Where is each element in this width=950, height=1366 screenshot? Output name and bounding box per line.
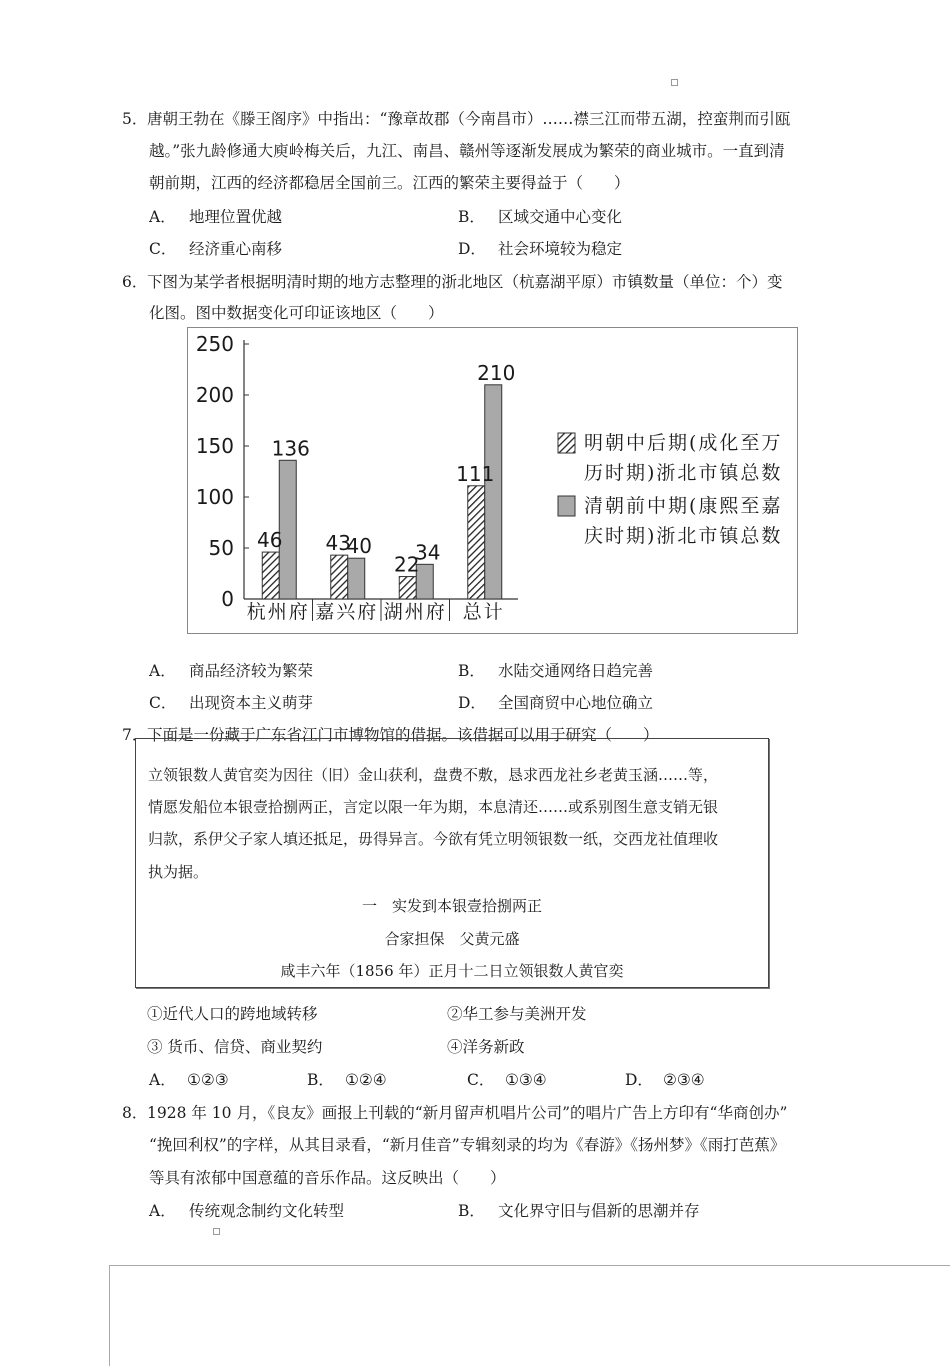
data-label: 22 xyxy=(394,552,420,577)
option-b[interactable]: B． ①②④ xyxy=(307,1071,387,1089)
option-d[interactable]: D． 全国商贸中心地位确立 xyxy=(458,694,654,712)
bar xyxy=(331,555,348,599)
document-center-line: 咸丰六年（1856 年）正月十二日立领银数人黄官奕 xyxy=(280,962,624,980)
document-line: 立领银数人黄官奕为因往（旧）金山获利，盘费不敷，恳求西龙社乡老黄玉涵……等， xyxy=(148,766,719,784)
option-a[interactable]: A． 传统观念制约文化转型 xyxy=(149,1202,345,1220)
bar xyxy=(262,552,279,599)
question-text-line: 化图。图中数据变化可印证该地区（ ） xyxy=(149,304,444,322)
question-text-line: 1928 年 10 月，《良友》画报上刊载的“新月留声机唱片公司”的唱片广告上方印有“华商创办” xyxy=(147,1104,788,1122)
option-c[interactable]: C． ①③④ xyxy=(467,1071,547,1089)
data-label: 210 xyxy=(477,360,516,385)
question-text-line: 朝前期，江西的经济都稳居全国前三。江西的繁荣主要得益于（ ） xyxy=(149,174,630,192)
question-text-line: 下图为某学者根据明清时期的地方志整理的浙北地区（杭嘉湖平原）市镇数量（单位：个）变 xyxy=(147,273,783,291)
option-a[interactable]: A． 商品经济较为繁荣 xyxy=(149,662,314,680)
data-label: 111 xyxy=(456,461,495,486)
question-number: 7． xyxy=(122,726,148,744)
question-text-line: 唐朝王勃在《滕王阁序》中指出：“豫章故郡（今南昌市）……襟三江而带五湖，控蛮荆而引瓯 xyxy=(147,110,791,128)
y-tick-label: 0 xyxy=(221,587,234,611)
bar xyxy=(399,577,416,599)
y-tick-label: 100 xyxy=(195,485,234,509)
data-label: 43 xyxy=(325,531,351,556)
option-d[interactable]: D． 社会环境较为稳定 xyxy=(458,240,623,258)
option-d[interactable]: D． ②③④ xyxy=(625,1071,705,1089)
y-tick-label: 50 xyxy=(208,536,234,560)
option-b[interactable]: B． 区域交通中心变化 xyxy=(458,208,623,226)
marker-box xyxy=(671,79,678,86)
question-text-line: 越。”张九龄修通大庾岭梅关后，九江、南昌、赣州等逐渐发展成为繁荣的商业城市。一直到清 xyxy=(149,142,785,160)
option-a[interactable]: A． 地理位置优越 xyxy=(149,208,283,226)
document-line: 执为据。 xyxy=(148,863,209,881)
statement-item: ④洋务新政 xyxy=(447,1038,525,1056)
x-category-label: 杭州府 xyxy=(246,601,310,623)
x-category-label: 嘉兴府 xyxy=(315,601,379,623)
question-number: 6． xyxy=(122,273,148,291)
statement-item: ②华工参与美洲开发 xyxy=(447,1005,587,1023)
y-tick-label: 150 xyxy=(195,434,234,458)
statement-item: ①近代人口的跨地域转移 xyxy=(147,1005,318,1023)
legend-swatch xyxy=(558,496,575,516)
option-c[interactable]: C． 经济重心南移 xyxy=(149,240,283,258)
option-c[interactable]: C． 出现资本主义萌芽 xyxy=(149,694,314,712)
document-center-line: 一 实发到本银壹拾捌两正 xyxy=(361,897,542,915)
y-tick-label: 250 xyxy=(195,332,234,356)
question-text-line: 等具有浓郁中国意蕴的音乐作品。这反映出（ ） xyxy=(149,1169,506,1187)
legend-swatch xyxy=(558,433,575,453)
legend-label: 清朝前中期(康熙至嘉 xyxy=(584,495,783,517)
footer-frame xyxy=(109,1265,950,1366)
x-category-label: 总计 xyxy=(462,601,505,623)
data-label: 40 xyxy=(346,534,372,559)
option-b[interactable]: B． 水陆交通网络日趋完善 xyxy=(458,662,654,680)
x-category-label: 湖州府 xyxy=(383,601,447,623)
question-text-line: 下面是一份藏于广东省江门市博物馆的借据。该借据可以用于研究（ ） xyxy=(147,726,659,744)
marker-box xyxy=(213,1228,220,1235)
question-text-line: “挽回利权”的字样，从其目录看，“新月佳音”专辑刻录的均为《春游》《扬州梦》《雨打芭蕉》 xyxy=(149,1136,786,1154)
statement-item: ③ 货币、信贷、商业契约 xyxy=(147,1038,323,1056)
y-tick-label: 200 xyxy=(195,383,234,407)
legend-label: 庆时期)浙北市镇总数 xyxy=(584,525,783,547)
document-line: 情愿发船位本银壹拾捌两正，言定以限一年为期，本息清还……或系别图生意支销无银 xyxy=(148,798,719,816)
bar-chart xyxy=(188,328,795,631)
question-number: 8． xyxy=(122,1104,148,1122)
option-b[interactable]: B． 文化界守旧与倡新的思潮并存 xyxy=(458,1202,700,1220)
legend-label: 历时期)浙北市镇总数 xyxy=(584,462,783,484)
data-label: 46 xyxy=(257,528,283,553)
question-number: 5． xyxy=(122,110,148,128)
bar xyxy=(485,385,502,599)
legend-label: 明朝中后期(成化至万 xyxy=(584,432,783,454)
bar xyxy=(468,486,485,599)
option-a[interactable]: A． ①②③ xyxy=(149,1071,229,1089)
document-center-line: 合家担保 父黄元盛 xyxy=(384,930,520,948)
bar xyxy=(348,558,365,599)
data-label: 34 xyxy=(415,540,441,565)
document-line: 归款，系伊父子家人填还抵足，毋得异言。今欲有凭立明领银数一纸，交西龙社值理收 xyxy=(148,830,719,848)
data-label: 136 xyxy=(271,436,310,461)
